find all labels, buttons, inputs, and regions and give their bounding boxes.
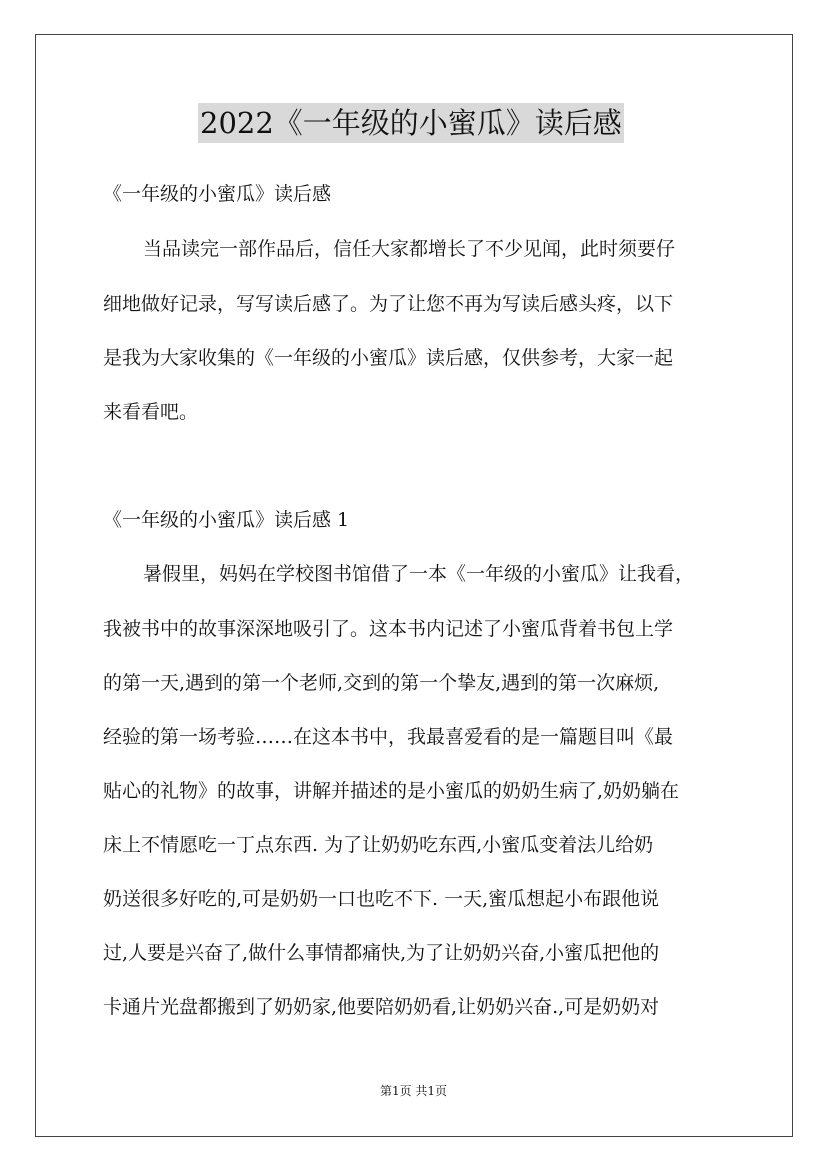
body-line: 床上不情愿吃一丁点东西. 为了让奶奶吃东西,小蜜瓜变着法儿给奶	[103, 834, 654, 856]
document-title: 2022《一年级的小蜜瓜》读后感	[198, 103, 624, 143]
section-heading: 《一年级的小蜜瓜》读后感 1	[103, 509, 350, 531]
intro-line: 来看看吧。	[103, 401, 199, 423]
body-line: 的第一天,遇到的第一个老师,交到的第一个挚友,遇到的第一次麻烦,	[103, 672, 660, 694]
body-line: 暑假里，妈妈在学校图书馆借了一本《一年级的小蜜瓜》让我看，	[143, 563, 695, 585]
intro-line: 细地做好记录，写写读后感了。为了让您不再为写读后感头疼，以下	[103, 293, 674, 315]
body-line: 卡通片光盘都搬到了奶奶家,他要陪奶奶看,让奶奶兴奋.,可是奶奶对	[103, 996, 660, 1018]
intro-line: 是我为大家收集的《一年级的小蜜瓜》读后感，仅供参考，大家一起	[103, 347, 674, 369]
body-line: 过,人要是兴奋了,做什么事情都痛快,为了让奶奶兴奋,小蜜瓜把他的	[103, 942, 660, 964]
body-line: 奶送很多好吃的,可是奶奶一口也吃不下. 一天,蜜瓜想起小布跟他说	[103, 888, 660, 910]
body-line: 经验的第一场考验……在这本书中，我最喜爱看的是一篇题目叫《最	[103, 726, 674, 748]
document-subtitle: 《一年级的小蜜瓜》读后感	[103, 183, 332, 205]
page-footer: 第1页 共1页	[379, 1084, 448, 1098]
intro-line: 当品读完一部作品后，信任大家都增长了不少见闻，此时须要仔	[143, 238, 676, 260]
body-line: 我被书中的故事深深地吸引了。这本书内记述了小蜜瓜背着书包上学	[103, 618, 674, 640]
body-line: 贴心的礼物》的故事，讲解并描述的是小蜜瓜的奶奶生病了,奶奶躺在	[103, 780, 680, 802]
